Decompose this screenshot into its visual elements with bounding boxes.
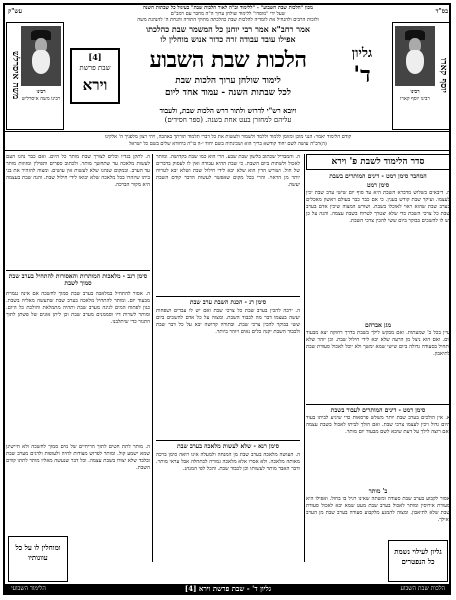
subtitle-3: ויובא רש"י לדרוש ולתור דרש הלכות שבת, ולעבוד <box>159 106 297 115</box>
issue-label: גליון <box>351 46 373 61</box>
footer-brand-left: הלימוד השבועי <box>11 585 46 592</box>
subtitle-4: עליהם למחזרן בעט אחת בשנה. (ספר חסידים) <box>164 116 292 124</box>
portrait-left-frame <box>6 22 64 130</box>
intro-divider <box>5 150 451 151</box>
section-text: ה. לתקן בגדיו וכלים לצורך שבת מותר כל היום. ואם כבר נהגו העם לעשות מלאכה עד שתחשך מותר. ולכתוב ספרים ותפילין ומזוזות מותר עד הערב. ובמקום שנהגו שלא לעשות אין עושים. ומצוה להזהיר את בני ביתו שיזהרו בכל מלאכה שלא יבואו לידי חילול שבת. והנה שבת בעצמה היא מקור הברכה. <box>6 154 150 189</box>
middle-column <box>156 154 300 562</box>
section-text: ה. אסור להתחיל במלאכה בערב שבת סמוך לחשכה אם אינה נגמרת מבעוד יום. ומותר להתחיל מלאכה בערב שבת שתעשה מאליה בשבת. כגון לפתוח המים לגינה מערב שבת ותהיה מתמלאת והולכת כל היום. ומותר לשרות דיו וסממנים מערב שבת וכן ליתן אונים של פשתן לתוך התנור כדי שיתלבנו. <box>6 291 150 326</box>
section-title: סימן רנא - שלא לעשות מלאכה בערב שבת <box>176 443 279 450</box>
section-text: ה. ירבה להכין בערב שבת כל צרכי שבת ואם יש לו עבדים ושפחות יעשה בעצמו דבר מה לכבוד השבת. ומצוה על כל אדם להשכים ביום ששי בבוקר להכין צרכי שבת. ובתורה קדושה יבא על כל דבר שבת ולכבוד השבת יקנה כלים נאים ויזהר ביותר. <box>156 308 300 336</box>
section-title: ב' מותר <box>368 488 388 495</box>
header-tagline-1: אמר רחב"א אמר רבי יוחנן כל המשמר שבת כהלכתו <box>146 24 310 34</box>
portrait-right-caption: רבינו <box>410 89 420 95</box>
footer-box-left-text: ומוחלין לו על כל עוונותיו <box>15 543 61 562</box>
portrait-right-name: רבינו יוסף קארו <box>400 96 430 102</box>
portrait-left-caption: רבינו <box>36 89 46 95</box>
subtitle-2: לכל שבתות השנה - עמוד אחד ליום <box>165 88 291 98</box>
top-note-1: מכון "הלכות שבת השבוע" - "ללימוד וב"ה לאור הלכות שבת" בעיגול כל שבתות השנה <box>143 5 313 11</box>
footer-box-left <box>8 536 68 582</box>
column-divider-right <box>304 154 305 562</box>
footer-bar <box>5 584 451 594</box>
footer-brand-right: הלכות שבת השבוע <box>400 585 445 592</box>
portrait-left-image <box>21 26 61 86</box>
portrait-left-name: רבינו משה איסרליש <box>21 96 61 102</box>
parasha-label: שבת פרשת <box>79 64 111 72</box>
section-text: ה. והמבדיל שכתוב בלשון שבת שבע. הרי הוא כמו שבת בקדושה. ומותר לאכול ולשתות ביום השבת. כי שבת ההיא עבודה ואין לו לעסוק בדברים של חול. ושורש הדין הוא שלא יבא לידי חילול שבת ושלא יבא לטרוח יותר מן הראוי. והרי בכל מקום שאפשר לעשות הדבר קודם השבת יעשה. <box>156 154 300 189</box>
parasha-name: וירא <box>82 76 108 94</box>
intro-line-2: (ה)רב"ה עושה לשם יחוד קודשא בריך הוא ושכינתיה בשם יחוד י-ה בו"ה ביחודא שלים בשם כל ישראל <box>129 141 327 147</box>
top-note-3: ולזכות הרבים ולהנחיל את לומדיה להלכות שבת כהלכתה מחוקי התורה והנחת ה' להנהגת משה <box>137 17 319 23</box>
portrait-right-vertical-label: יוסף קארו <box>438 57 448 93</box>
subtitle-1: לימוד שולחן ערוך הלכות שבת <box>175 76 281 86</box>
right-column <box>306 154 450 562</box>
section-title: סימן רמט <box>366 182 390 189</box>
lesson-subheading: המחבר סימן רמט - דינים המותרים בשבת <box>329 173 427 180</box>
corner-note-left: עש"ק <box>8 8 22 15</box>
footer-box-right-text: גליון לעילוי נשמת כל הנפטרים <box>394 547 442 566</box>
section-divider <box>306 404 450 405</box>
section-text: א. אין הולכים בערב שבת יותר משלש פרסאות כדי שיגיע לביתו בעוד היום גדול ויכין לעצמו צרכי שבת. ואם הולך לביתו לאכול בשבת עצמה ואם רוצה לילך על דעת שיבא לשם מבעוד יום מותר. <box>306 415 450 436</box>
column-divider-left <box>152 154 153 562</box>
issue-box <box>338 46 386 106</box>
section-title: סימן רמט - דינים המותרים לעבור בשבת <box>330 407 426 414</box>
corner-note-right: בס"ד <box>435 8 448 15</box>
section-text: עיין בכל ב' שמעתות. ואם מבקש לילך בשבת בדרך רחוקה יצא מבעוד יום. ואם הוא ניצל מן הרעה שלא יבא לידי חילול שבת. וכן יזהר שלא יתחיל בסעודה גדולה ביום שישי שמא ימשך ולא יוכל לאכול סעודת שבת לתיאבון. <box>306 330 450 358</box>
portrait-left-vertical-label: משה איסרלש <box>10 50 20 100</box>
header-tagline-2: אפילו עובד עבודה זרה כדור אנוש מוחלין לו <box>160 34 296 44</box>
lesson-heading-box <box>306 154 450 170</box>
section-divider <box>156 440 300 441</box>
section-divider <box>6 270 150 271</box>
footer-box-right <box>388 540 448 582</box>
section-title: סימן רנ - הכנת השבת ערב שבת <box>189 299 267 306</box>
section-title: סימן רנב - מלאכות המותרות והאסורות להתחיל בערב שבת סמוך לשבת <box>8 273 148 287</box>
header-divider <box>5 131 451 132</box>
portrait-right-image <box>395 26 435 86</box>
section-text: ה. העושה מלאכה בערב שבת מן המנחה ולמעלה אינו רואה סימן ברכה מאותה מלאכה. ולא אסרו אלא מלאכה גמורה לכתחלה אבל עראי מותר. ודבר האבד מותר לעשותו וכן לכבוד שבת. והכל לפי המנהג. <box>156 452 300 473</box>
issue-letter: ד' <box>353 62 371 88</box>
section-text: ה. מותר לתת חטים לתוך הריחיים של מים סמוך לחשכה ולא חיישינן שמא ישמע קול. ומותר לפרוש מצודות לחיה ולעופות ולדגים מערב שבת ובלבד שלא יצודו בשבת עצמה. וכל דבר שנעשה מאליו מותר לתתו קודם השבת. <box>6 444 150 472</box>
portrait-right-frame <box>392 22 450 130</box>
left-column <box>6 154 150 534</box>
section-text: אסור לקבוע בערב שבת סעודה ומשתה שאינו רגיל בו בחול. ואפילו היא סעודת אירוסין ומותר לאכול בערב שבת מעט שמא יבא לאכול סעודת שבת שלא לתיאבון. ומצוה להמנע מלקבוע סעודה בערב שבת מן הערב ואילך. <box>306 496 450 524</box>
section-text: ה. דיבאים בשלוש מדברא השבת היא עד סוף יום שישי ערב שבת יכין לעצמו. ועיקר שבת קודש בענין. כי אם כבר כבר בעולם ראשון מאכלים בערב שבת שהוא ראוי לאוכלו בשבת. ושורש המצוה שיכין אדם בערב שבת כל צרכי השבת כדי שלא יצטרך לטרוח בשבת עצמה. והנה על כן יש לו להשכים בבוקר ביום ששי להכין צרכי השבת. <box>306 190 450 225</box>
main-title: הלכות שבת השבוע <box>149 47 307 73</box>
intro-line-1: קודם הלימוד יאמר: הנני מוכן ומזומן ללמוד וללמד ולשמור ולעשות את כל דברי תלמוד תורתך באהבה, ויהי רצון מלפניך ה' אלקינו <box>104 134 352 140</box>
issue-number: [4] <box>88 52 102 62</box>
section-title: מגן אברהם <box>364 322 392 329</box>
section-divider <box>156 296 300 297</box>
parasha-box <box>70 48 120 104</box>
lesson-heading: סדר הלימוד לשבת פ' וירא <box>331 157 425 167</box>
top-note-2: שעל ידי "מוסדו" ללימוד שולחן ערוך ה"ה מחבר עם רמב"ם <box>170 11 286 17</box>
footer-issue-line: גליון ד' - שבת פרשת וירא [4] <box>184 585 272 593</box>
